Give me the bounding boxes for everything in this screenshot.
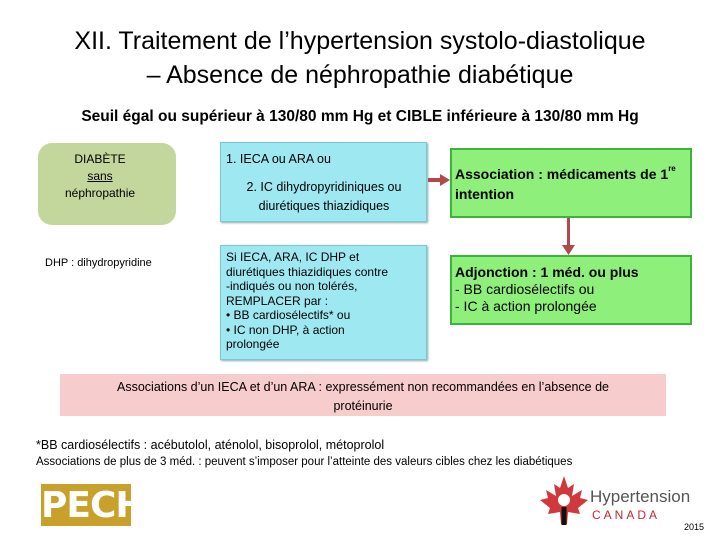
title-line-2: – Absence de néphropathie diabétique	[146, 61, 574, 89]
adjonction-text	[455, 264, 687, 315]
adjonction-line-3: - IC à action prolongée	[455, 298, 597, 314]
title-line-1: XII. Traitement de l’hypertension systolo-diastolique	[74, 27, 646, 55]
alternative-line: Si IECA, ARA, IC DHP et	[226, 250, 360, 264]
alternative-line: prolongée	[226, 337, 280, 351]
arrow-down-head	[562, 245, 575, 255]
subtitle: Seuil égal ou supérieur à 130/80 mm Hg et CIBLE inférieure à 130/80 mm Hg	[81, 108, 639, 125]
association-sup: re	[668, 164, 676, 173]
alternative-line: diurétiques thiazidiques contre	[226, 264, 389, 279]
warning-text	[68, 378, 658, 416]
option-2-line-2: diurétiques thiazidiques	[258, 199, 390, 213]
diabete-line-2: sans	[87, 169, 113, 183]
dhp-note: DHP : dihydropyridine	[45, 257, 152, 269]
association-line-1: Association : médicaments de 1	[455, 166, 669, 182]
alternative-line: • IC non DHP, à action	[226, 322, 345, 337]
footnote-associations: Associations de plus de 3 méd. : peuvent s’imposer pour l’atteinte des valeurs cibles chez les diabétiques	[36, 456, 573, 468]
arrow-right-shaft	[428, 178, 440, 182]
hypertension-logo-word: Hypertension	[590, 487, 691, 506]
warning-line-1: Associations d’un IECA et d’un ARA : expressément non recommandées en l’absence de	[117, 380, 609, 394]
hypertension-logo-canada: CANADA	[592, 508, 661, 522]
footnote-bb: *BB cardiosélectifs : acébutolol, aténolol, bisoprolol, métoprolol	[36, 438, 385, 452]
alternative-line: -indiqués ou non tolérés,	[226, 279, 358, 293]
adjonction-line-1: Adjonction : 1 méd. ou plus	[455, 264, 639, 280]
pech-logo	[41, 484, 145, 526]
diabete-line-3: néphropathie	[64, 186, 136, 200]
association-text	[455, 164, 687, 204]
year: 2015	[684, 522, 705, 532]
first-line-option-1: 1. IECA ou ARA ou	[226, 152, 331, 166]
pech-logo-text: PECH	[41, 485, 145, 526]
association-line-2: intention	[455, 186, 515, 202]
maple-leaf-icon	[536, 474, 592, 530]
arrow-down-shaft	[567, 215, 570, 247]
adjonction-line-2: - BB cardiosélectifs ou	[455, 281, 595, 297]
alternative-line: REMPLACER par :	[226, 293, 329, 308]
arrow-right-head	[440, 174, 450, 186]
option-2-line-1: 2. IC dihydropyridiniques ou	[246, 180, 402, 194]
diabete-line-1: DIABÈTE	[74, 152, 126, 166]
alternative-line: • BB cardiosélectifs* ou	[226, 308, 351, 322]
warning-line-2: protéinurie	[333, 399, 393, 413]
